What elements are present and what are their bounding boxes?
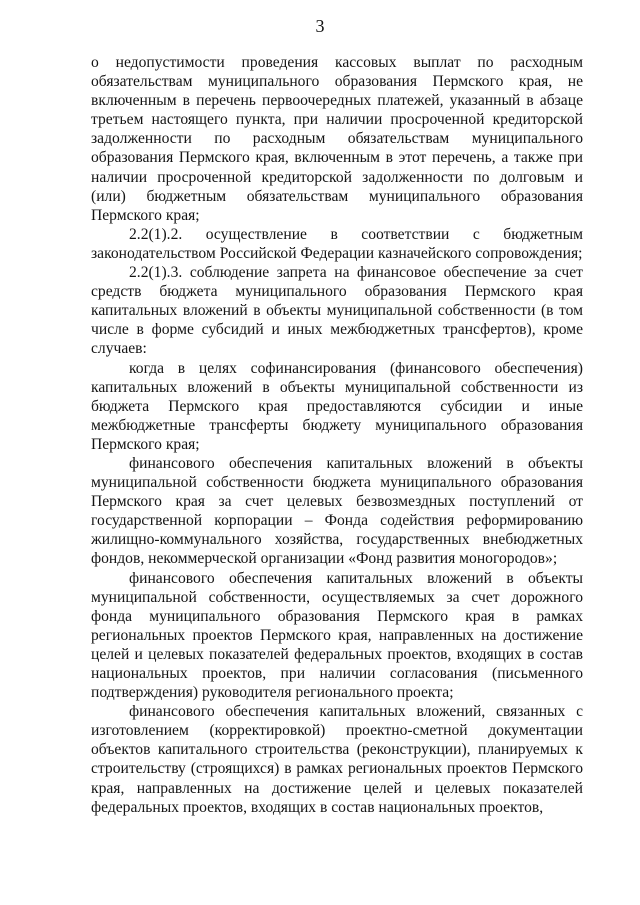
paragraph-fund-case: финансового обеспечения капитальных вложений в объекты муниципальной собственности бюджета муниципального образования Пермского края за счет целевых безвозмездных поступлений от государственной корпорации – Фонда содействия реформированию жилищно-коммунального хозяйства, государственных внебюджетных фондов, некоммерческой организации «Фонд развития моногородов»;	[91, 454, 583, 568]
paragraph-road-fund-case: финансового обеспечения капитальных вложений в объекты муниципальной собственности, осуществляемых за счет дорожного фонда муниципального образования Пермского края в рамках региональных проектов Пермского края, направленных на достижение целей и целевых показателей федеральных проектов, входящих в состав национальных проектов, при наличии согласования (письменного подтверждения) руководителя регионального проекта;	[91, 569, 583, 702]
paragraph-design-documentation-case: финансового обеспечения капитальных вложений, связанных с изготовлением (корректировкой) проектно-сметной документации объектов капитального строительства (реконструкции), планируемых к строительству (строящихся) в рамках региональных проектов Пермского края, направленных на достижение целей и целевых показателей федеральных проектов, входящих в состав национальных проектов,	[91, 703, 583, 816]
page-number: 3	[315, 16, 325, 36]
paragraph-2-2-1-2: 2.2(1).2. осуществление в соответствии с бюджетным законодательством Российской Федерации казначейского сопровождения;	[91, 225, 583, 262]
paragraph-cofinancing-case: когда в целях софинансирования (финансового обеспечения) капитальных вложений в объекты муниципальной собственности из бюджета Пермского края предоставляются субсидии и иные межбюджетные трансферты бюджету муниципального образования Пермского края;	[91, 359, 583, 453]
paragraph-cash-payments-prohibition: о недопустимости проведения кассовых выплат по расходным обязательствам муниципального образования Пермского края, не включенным в перечень первоочередных платежей, указанный в абзаце третьем настоящего пункта, при наличии просроченной кредиторской задолженности по расходным обязательствам муниципального образования Пермского края, включенным в этот перечень, а также при наличии просроченной кредиторской задолженности по долговым и (или) бюджетным обязательствам муниципального образования Пермского края;	[91, 54, 583, 224]
document-body	[91, 53, 583, 817]
paragraph-2-2-1-3: 2.2(1).3. соблюдение запрета на финансовое обеспечение за счет средств бюджета муниципального образования Пермского края капитальных вложений в объекты муниципальной собственности (в том числе в форме субсидий и иных межбюджетных трансфертов), кроме случаев:	[91, 264, 583, 358]
